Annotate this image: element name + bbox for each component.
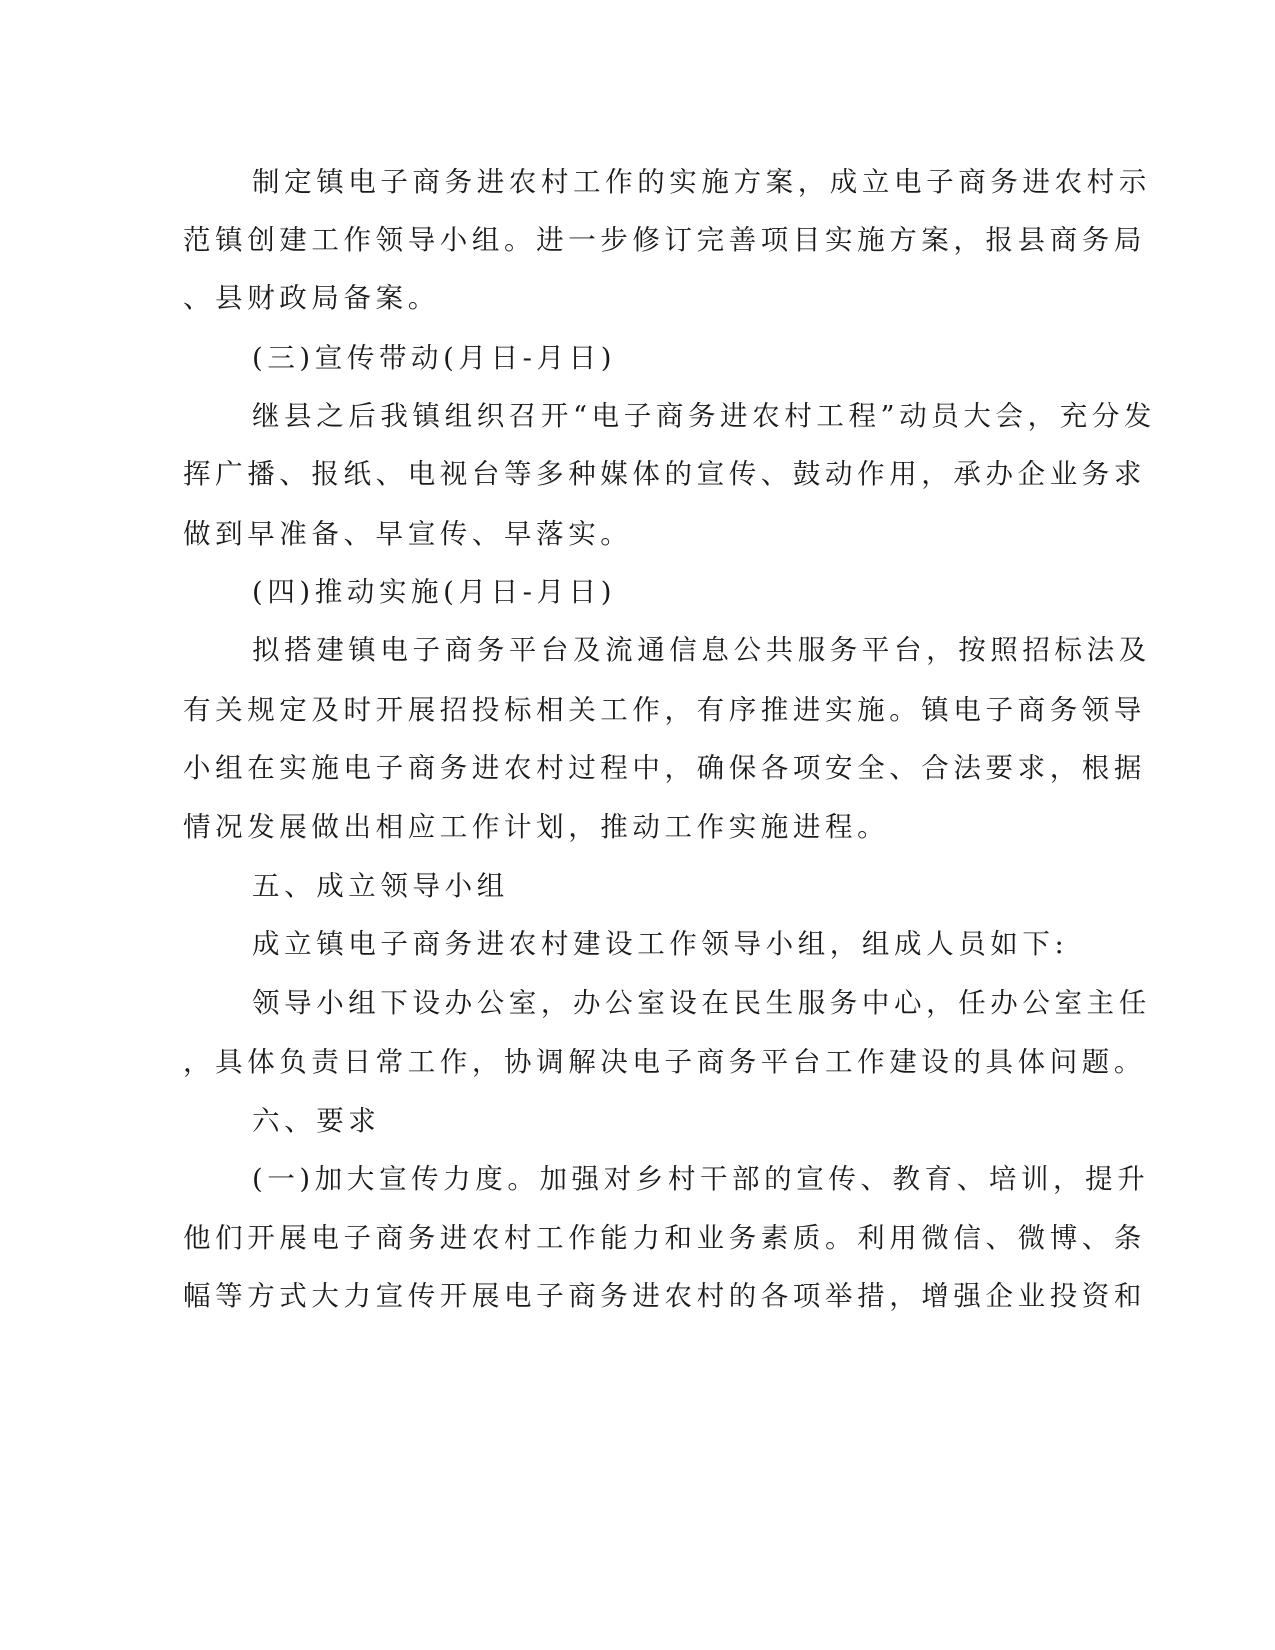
paragraph-line: 拟搭建镇电子商务平台及流通信息公共服务平台，按照招标法及	[252, 634, 1151, 666]
paragraph-line: 领导小组下设办公室，办公室设在民生服务中心，任办公室主任	[252, 987, 1151, 1019]
paragraph-line: 幅等方式大力宣传开展电子商务进农村的各项举措，增强企业投资和	[183, 1280, 1146, 1312]
section-heading: (四)推动实施(月日-月日)	[252, 576, 617, 608]
paragraph-line: 小组在实施电子商务进农村过程中，确保各项安全、合法要求，根据	[183, 752, 1146, 784]
paragraph-line: 挥广播、报纸、电视台等多种媒体的宣传、鼓动作用，承办企业务求	[183, 458, 1146, 490]
paragraph-line: 有关规定及时开展招投标相关工作，有序推进实施。镇电子商务领导	[183, 694, 1146, 726]
paragraph-line: 、县财政局备案。	[183, 282, 440, 314]
section-heading: 五、成立领导小组	[252, 870, 509, 902]
paragraph-line: 做到早准备、早宣传、早落实。	[183, 518, 633, 550]
section-heading: 六、要求	[252, 1105, 381, 1137]
section-heading: (三)宣传带动(月日-月日)	[252, 342, 617, 374]
paragraph-line: ，具体负责日常工作，协调解决电子商务平台工作建设的具体问题。	[183, 1046, 1146, 1078]
paragraph-line: (一)加大宣传力度。加强对乡村干部的宣传、教育、培训，提升	[252, 1163, 1150, 1195]
paragraph-line: 范镇创建工作领导小组。进一步修订完善项目实施方案，报县商务局	[183, 224, 1146, 256]
paragraph-line: 他们开展电子商务进农村工作能力和业务素质。利用微信、微博、条	[183, 1222, 1146, 1254]
paragraph-line: 情况发展做出相应工作计划，推动工作实施进程。	[183, 811, 890, 843]
paragraph-line: 继县之后我镇组织召开“电子商务进农村工程”动员大会，充分发	[252, 400, 1157, 432]
paragraph-line: 制定镇电子商务进农村工作的实施方案，成立电子商务进农村示	[252, 166, 1151, 198]
paragraph-line: 成立镇电子商务进农村建设工作领导小组，组成人员如下:	[252, 928, 1069, 960]
